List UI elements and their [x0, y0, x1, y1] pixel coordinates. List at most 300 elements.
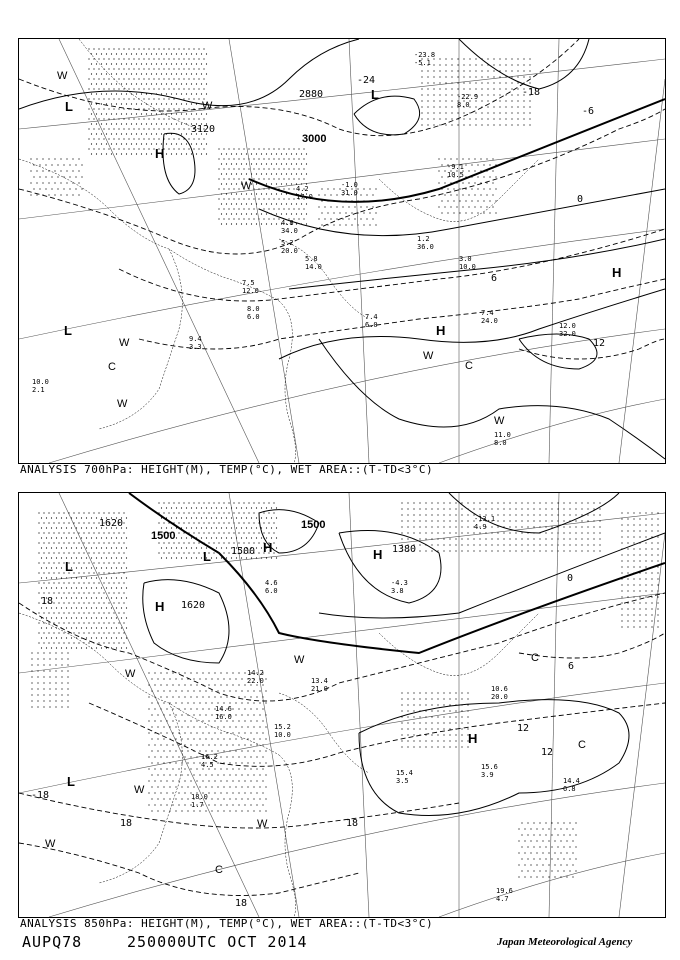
wet-area-dot [55, 706, 56, 707]
wet-area-dot [106, 597, 107, 598]
wet-area-dot [171, 63, 172, 64]
wet-area-dot [523, 118, 524, 119]
wet-area-dot [172, 756, 173, 757]
wet-area-dot [244, 708, 245, 709]
wet-area-dot [545, 502, 546, 503]
wet-area-dot [505, 70, 506, 71]
wet-area-dot [563, 846, 564, 847]
wet-area-dot [483, 164, 484, 165]
wet-area-dot [103, 612, 104, 613]
wet-area-dot [451, 112, 452, 113]
wet-area-dot [113, 602, 114, 603]
wet-area-dot [88, 138, 89, 139]
wet-area-dot [485, 532, 486, 533]
wet-area-dot [101, 637, 102, 638]
wet-area-dot [461, 716, 462, 717]
wet-area-dot [445, 100, 446, 101]
wet-area-dot [214, 744, 215, 745]
wet-area-dot [148, 148, 149, 149]
wet-area-dot [527, 514, 528, 515]
wet-area-dot [256, 804, 257, 805]
wet-area-dot [66, 607, 67, 608]
wet-area-dot [453, 212, 454, 213]
wet-area-dot [421, 112, 422, 113]
wet-area-dot [176, 517, 177, 518]
wet-area-dot [153, 118, 154, 119]
wet-area-dot [111, 53, 112, 54]
wet-area-dot [271, 517, 272, 518]
wet-area-dot [645, 608, 646, 609]
wet-area-dot [238, 148, 239, 149]
wet-area-dot [46, 567, 47, 568]
wet-area-dot [63, 582, 64, 583]
wet-area-dot [113, 98, 114, 99]
wet-area-dot [214, 792, 215, 793]
wet-area-dot [202, 720, 203, 721]
wet-area-dot [141, 63, 142, 64]
wet-area-dot [106, 93, 107, 94]
wet-area-dot [461, 544, 462, 545]
wet-area-dot [256, 708, 257, 709]
wet-area-dot [71, 607, 72, 608]
wet-area-dot [98, 532, 99, 533]
wet-area-dot [481, 112, 482, 113]
wet-area-dot [178, 720, 179, 721]
wet-area-dot [431, 550, 432, 551]
wet-area-dot [348, 218, 349, 219]
wet-area-dot [489, 212, 490, 213]
wet-area-dot [81, 188, 82, 189]
wet-area-dot [298, 148, 299, 149]
wet-area-dot [86, 547, 87, 548]
wet-area-dot [51, 637, 52, 638]
wet-area-dot [51, 547, 52, 548]
wet-area-dot [121, 53, 122, 54]
wet-area-dot [131, 143, 132, 144]
wet-area-dot [229, 762, 230, 763]
wet-area-dot [480, 158, 481, 159]
wet-area-dot [61, 527, 62, 528]
wet-area-dot [271, 193, 272, 194]
wet-area-dot [133, 98, 134, 99]
wet-area-dot [68, 622, 69, 623]
wet-area-dot [645, 602, 646, 603]
wet-area-dot [83, 642, 84, 643]
wet-area-dot [143, 78, 144, 79]
wet-area-dot [71, 587, 72, 588]
wet-area-dot [141, 143, 142, 144]
wet-area-dot [175, 786, 176, 787]
wet-area-dot [111, 607, 112, 608]
wet-area-dot [587, 520, 588, 521]
wet-area-dot [37, 670, 38, 671]
wet-area-dot [101, 103, 102, 104]
wet-area-dot [495, 164, 496, 165]
wet-area-dot [73, 632, 74, 633]
wet-area-dot [475, 88, 476, 89]
wet-area-dot [202, 732, 203, 733]
wet-area-dot [256, 756, 257, 757]
wet-area-dot [156, 73, 157, 74]
wet-area-dot [198, 68, 199, 69]
wet-area-dot [181, 678, 182, 679]
wet-area-dot [151, 153, 152, 154]
agency-name: Japan Meteorological Agency [497, 936, 633, 948]
wet-area-dot [462, 206, 463, 207]
wet-area-dot [657, 626, 658, 627]
wet-area-dot [259, 798, 260, 799]
wet-area-dot [499, 112, 500, 113]
wet-area-dot [437, 728, 438, 729]
svg-text:12.0: 12.0 [559, 322, 576, 330]
height-label: 3120 [191, 124, 216, 135]
wet-area-dot [517, 124, 518, 125]
wet-area-dot [201, 93, 202, 94]
wet-area-dot [479, 544, 480, 545]
wet-area-dot [151, 123, 152, 124]
wet-area-dot [96, 617, 97, 618]
wet-area-dot [465, 188, 466, 189]
wet-area-dot [36, 182, 37, 183]
wet-area-dot [439, 70, 440, 71]
wet-area-dot [154, 696, 155, 697]
wet-area-dot [38, 642, 39, 643]
wet-area-dot [407, 520, 408, 521]
svg-text:14.6: 14.6 [215, 705, 232, 713]
wet-area-dot [557, 508, 558, 509]
wet-area-dot [98, 108, 99, 109]
wet-area-dot [450, 158, 451, 159]
wet-area-dot [633, 566, 634, 567]
wet-area-dot [457, 88, 458, 89]
wet-area-dot [93, 592, 94, 593]
wet-area-dot [461, 710, 462, 711]
wet-area-dot [273, 532, 274, 533]
wet-area-dot [228, 522, 229, 523]
wet-area-dot [419, 728, 420, 729]
wet-area-dot [118, 48, 119, 49]
wet-area-dot [463, 76, 464, 77]
wet-area-dot [46, 587, 47, 588]
wet-area-dot [128, 108, 129, 109]
wet-area-dot [238, 696, 239, 697]
wet-area-dot [545, 550, 546, 551]
wet-area-dot [566, 864, 567, 865]
wet-area-dot [375, 212, 376, 213]
wet-area-dot [116, 103, 117, 104]
wet-area-dot [529, 64, 530, 65]
wet-area-dot [75, 188, 76, 189]
wet-area-dot [113, 562, 114, 563]
wet-area-dot [191, 73, 192, 74]
wet-area-dot [421, 70, 422, 71]
wet-area-dot [427, 106, 428, 107]
wet-area-dot [108, 88, 109, 89]
wet-area-dot [121, 143, 122, 144]
wet-area-dot [98, 148, 99, 149]
wet-area-dot [401, 722, 402, 723]
wet-area-dot [46, 617, 47, 618]
wet-area-dot [473, 532, 474, 533]
wet-area-dot [42, 194, 43, 195]
wet-area-dot [627, 614, 628, 615]
wet-area-dot [467, 728, 468, 729]
wet-area-dot [111, 537, 112, 538]
wet-area-dot [178, 780, 179, 781]
wet-area-dot [471, 176, 472, 177]
wet-area-dot [184, 708, 185, 709]
wet-area-dot [101, 133, 102, 134]
wet-area-dot [431, 710, 432, 711]
wet-area-dot [539, 550, 540, 551]
wet-area-dot [184, 780, 185, 781]
wet-area-dot [81, 647, 82, 648]
wet-area-dot [413, 514, 414, 515]
wet-area-dot [211, 527, 212, 528]
wet-area-dot [566, 852, 567, 853]
wet-area-dot [176, 113, 177, 114]
wet-area-dot [31, 694, 32, 695]
wet-area-dot [505, 58, 506, 59]
wet-area-dot [96, 527, 97, 528]
wet-area-dot [575, 544, 576, 545]
wet-area-dot [425, 508, 426, 509]
wet-area-dot [123, 642, 124, 643]
wet-area-dot [30, 158, 31, 159]
wet-area-dot [360, 206, 361, 207]
wet-area-dot [278, 148, 279, 149]
wet-area-dot [375, 200, 376, 201]
wet-area-dot [160, 708, 161, 709]
wet-area-dot [168, 48, 169, 49]
wet-area-dot [298, 178, 299, 179]
wet-area-dot [148, 804, 149, 805]
wet-area-dot [250, 792, 251, 793]
wet-area-dot [262, 732, 263, 733]
wet-area-dot [111, 153, 112, 154]
wet-area-dot [58, 582, 59, 583]
wet-area-dot [206, 517, 207, 518]
wet-area-dot [55, 664, 56, 665]
wet-area-dot [178, 48, 179, 49]
wet-area-dot [639, 560, 640, 561]
wet-area-dot [527, 544, 528, 545]
wet-area-dot [68, 532, 69, 533]
wet-area-dot [548, 828, 549, 829]
wet-area-dot [633, 560, 634, 561]
wet-area-dot [121, 627, 122, 628]
wet-area-dot [575, 834, 576, 835]
wet-area-dot [206, 527, 207, 528]
wet-area-dot [575, 514, 576, 515]
wet-area-dot [78, 542, 79, 543]
wet-area-dot [168, 542, 169, 543]
wet-area-dot [53, 632, 54, 633]
wet-area-dot [54, 170, 55, 171]
wet-area-dot [266, 193, 267, 194]
wet-area-dot [226, 163, 227, 164]
wet-area-dot [71, 637, 72, 638]
wet-area-dot [173, 48, 174, 49]
wet-area-dot [151, 762, 152, 763]
wet-area-dot [439, 64, 440, 65]
wet-area-dot [211, 557, 212, 558]
wet-area-dot [467, 550, 468, 551]
wet-area-dot [569, 502, 570, 503]
wet-area-dot [81, 567, 82, 568]
wet-area-dot [193, 774, 194, 775]
wet-area-dot [123, 592, 124, 593]
temp-label: 18 [120, 818, 133, 829]
wet-area-dot [492, 182, 493, 183]
wet-area-dot [96, 587, 97, 588]
wet-area-dot [190, 768, 191, 769]
wet-area-dot [126, 73, 127, 74]
wet-area-dot [563, 538, 564, 539]
wet-area-dot [621, 548, 622, 549]
wet-area-dot [236, 507, 237, 508]
wet-area-dot [176, 547, 177, 548]
wet-area-dot [67, 694, 68, 695]
wet-area-dot [557, 514, 558, 515]
wet-area-dot [439, 118, 440, 119]
wet-area-dot [283, 208, 284, 209]
wet-area-dot [60, 194, 61, 195]
wet-area-dot [138, 98, 139, 99]
station-obs [32, 378, 49, 394]
wet-area-dot [88, 522, 89, 523]
wet-area-dot [38, 512, 39, 513]
wet-area-dot [278, 188, 279, 189]
wet-area-dot [196, 143, 197, 144]
wet-area-dot [41, 537, 42, 538]
wet-area-dot [66, 537, 67, 538]
wet-area-dot [481, 124, 482, 125]
wet-area-dot [238, 720, 239, 721]
wet-area-dot [407, 716, 408, 717]
wet-area-dot [220, 756, 221, 757]
wet-area-dot [188, 118, 189, 119]
wet-area-dot [497, 532, 498, 533]
wet-area-dot [527, 538, 528, 539]
wet-area-dot [581, 532, 582, 533]
wet-area-dot [205, 774, 206, 775]
wet-area-dot [228, 168, 229, 169]
wet-area-dot [243, 208, 244, 209]
wet-area-dot [261, 163, 262, 164]
wet-area-dot [226, 792, 227, 793]
wet-area-dot [67, 652, 68, 653]
wet-area-dot [486, 158, 487, 159]
wet-area-dot [186, 143, 187, 144]
wet-area-dot [551, 834, 552, 835]
wet-area-dot [63, 612, 64, 613]
wet-area-dot [181, 143, 182, 144]
wet-area-dot [221, 163, 222, 164]
wet-area-dot [250, 720, 251, 721]
wet-area-dot [169, 738, 170, 739]
wet-area-dot [431, 544, 432, 545]
wet-area-dot [493, 76, 494, 77]
wet-area-dot [419, 740, 420, 741]
wet-area-dot [557, 532, 558, 533]
wet-area-dot [511, 88, 512, 89]
wet-area-dot [503, 538, 504, 539]
wet-area-dot [91, 597, 92, 598]
wet-area-dot [53, 532, 54, 533]
wet-area-dot [193, 58, 194, 59]
wet-area-dot [121, 537, 122, 538]
wet-area-dot [445, 58, 446, 59]
wet-area-dot [188, 68, 189, 69]
wet-area-dot [126, 627, 127, 628]
wet-area-dot [253, 512, 254, 513]
wet-area-dot [203, 78, 204, 79]
wet-area-dot [523, 124, 524, 125]
wet-area-dot [169, 774, 170, 775]
wet-area-dot [43, 582, 44, 583]
wet-area-dot [193, 512, 194, 513]
wet-area-dot [151, 113, 152, 114]
wet-area-dot [251, 153, 252, 154]
wet-area-dot [63, 188, 64, 189]
wet-area-dot [241, 690, 242, 691]
wet-area-dot [296, 213, 297, 214]
station-obs [189, 335, 202, 351]
wet-area-dot [202, 672, 203, 673]
wet-area-dot [657, 614, 658, 615]
wet-area-dot [153, 88, 154, 89]
wet-area-dot [517, 82, 518, 83]
wet-area-dot [223, 512, 224, 513]
wet-area-dot [98, 68, 99, 69]
wet-area-dot [221, 537, 222, 538]
wet-area-dot [198, 78, 199, 79]
wet-area-dot [639, 626, 640, 627]
wet-area-dot [93, 642, 94, 643]
wet-area-dot [116, 53, 117, 54]
wet-area-dot [419, 716, 420, 717]
wet-area-dot [633, 578, 634, 579]
wet-area-dot [101, 73, 102, 74]
svg-text:6.0: 6.0 [265, 587, 278, 595]
wet-area-dot [63, 602, 64, 603]
wet-area-dot [116, 153, 117, 154]
wet-area-dot [196, 732, 197, 733]
wet-area-dot [158, 58, 159, 59]
wet-area-dot [161, 143, 162, 144]
wet-area-dot [126, 607, 127, 608]
wet-area-dot [223, 178, 224, 179]
wet-area-dot [63, 522, 64, 523]
wet-area-dot [487, 58, 488, 59]
wet-area-dot [437, 740, 438, 741]
wet-area-dot [96, 597, 97, 598]
temperature-contours [19, 593, 665, 896]
wet-area-dot [321, 188, 322, 189]
wet-area-dot [186, 123, 187, 124]
wet-area-dot [425, 550, 426, 551]
wet-area-dot [238, 744, 239, 745]
height-contours [19, 39, 665, 459]
wet-area-dot [148, 48, 149, 49]
wet-area-dot [48, 642, 49, 643]
wet-area-dot [163, 798, 164, 799]
wet-area-dot [156, 143, 157, 144]
wet-area-dot [178, 804, 179, 805]
wet-area-dot [123, 612, 124, 613]
wet-area-dot [324, 194, 325, 195]
